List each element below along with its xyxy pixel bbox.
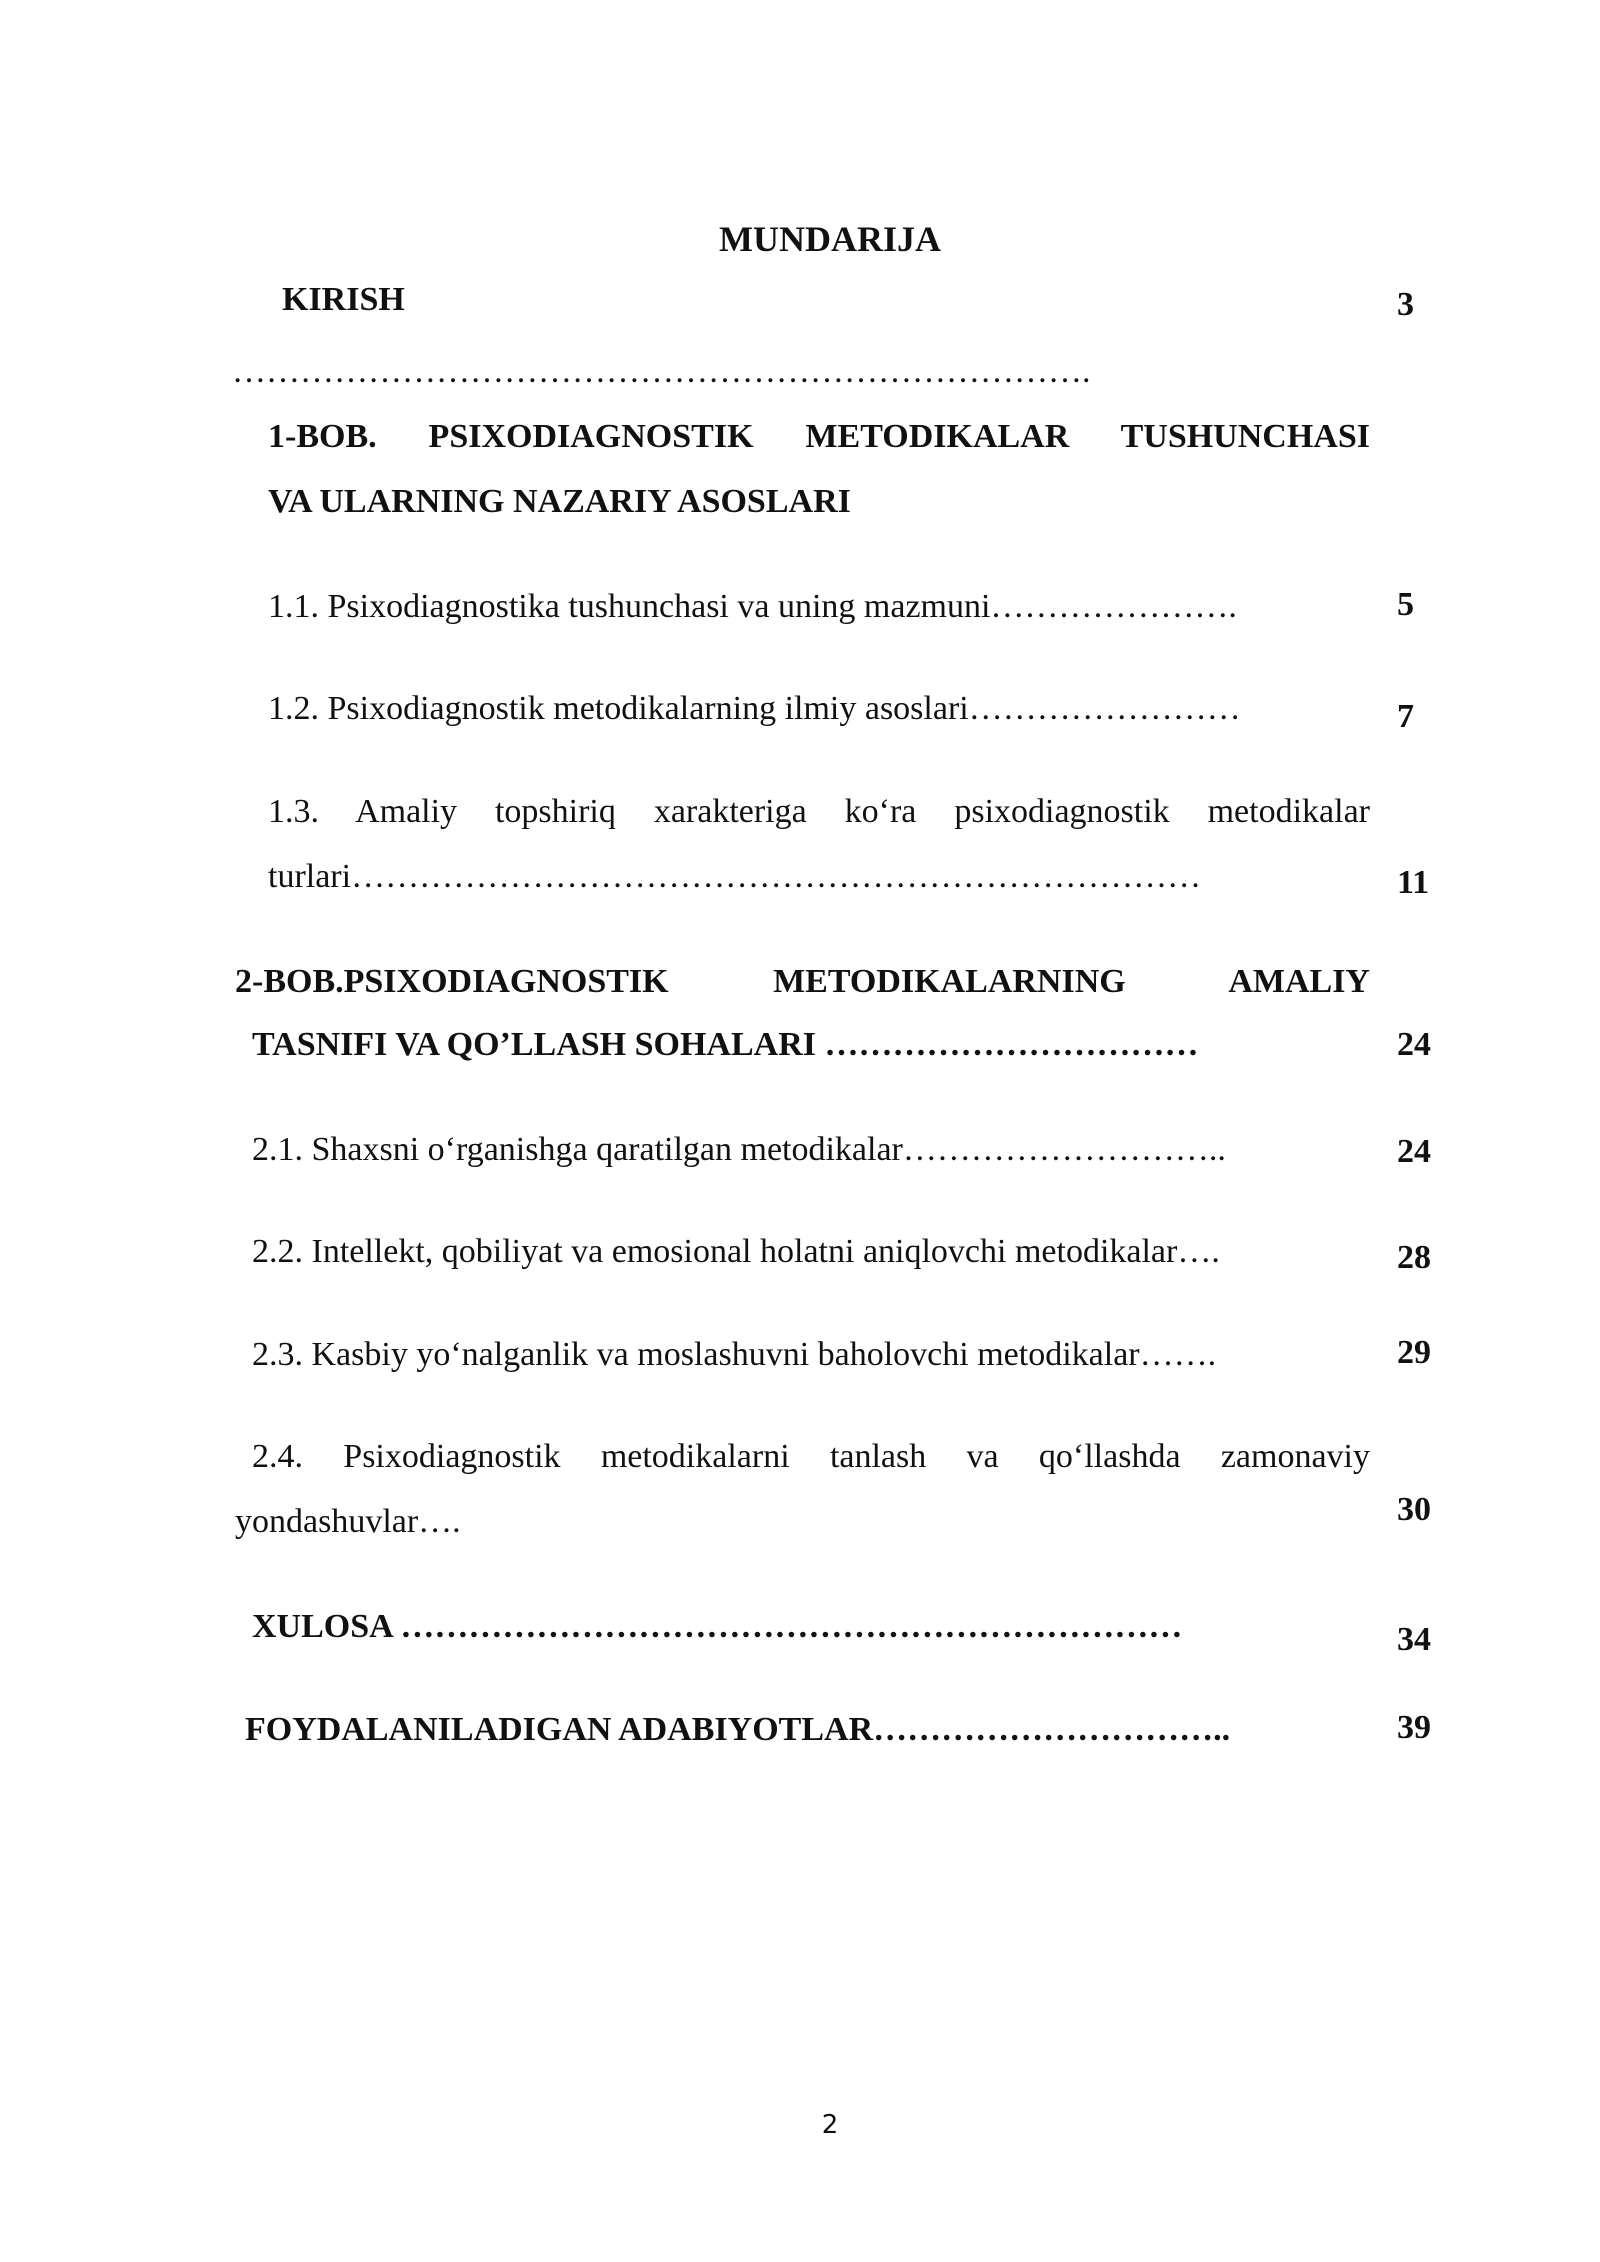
toc-page-2-1: 24: [1397, 1133, 1431, 1170]
toc-page-2-2: 28: [1397, 1239, 1431, 1276]
toc-page-1-3: 11: [1397, 864, 1430, 901]
toc-chapter-2-line2: TASNIFI VA QO’LLASH SOHALARI ……………………………: [252, 1026, 1199, 1063]
toc-page-references: 39: [1397, 1709, 1431, 1746]
toc-page-xulosa: 34: [1397, 1621, 1431, 1658]
toc-section-1-1: 1.1. Psixodiagnostika tushunchasi va uning mazmuni………………….: [268, 588, 1237, 625]
toc-page-chapter-2: 24: [1397, 1026, 1431, 1063]
toc-chapter-2-line1: 2-BOB.PSIXODIAGNOSTIK METODIKALARNING AMALIY: [235, 963, 1370, 1000]
toc-section-1-3-line1: 1.3. Amaliy topshiriq xarakteriga ko‘ra psixodiagnostik metodikalar: [268, 793, 1370, 830]
toc-entry-kirish: KIRISH: [282, 281, 405, 318]
toc-section-2-4-line1: 2.4. Psixodiagnostik metodikalarni tanlash va qo‘llashda zamonaviy: [252, 1438, 1370, 1475]
toc-dots-kirish: ………………………………………………………………….: [232, 353, 1091, 390]
toc-chapter-1-line2: VA ULARNING NAZARIY ASOSLARI: [268, 483, 851, 520]
toc-page-kirish: 3: [1397, 286, 1414, 323]
toc-section-1-2: 1.2. Psixodiagnostik metodikalarning ilmiy asoslari……………………: [268, 690, 1241, 727]
toc-section-2-1: 2.1. Shaxsni o‘rganishga qaratilgan metodikalar………………………..: [252, 1131, 1226, 1168]
toc-page-1-2: 7: [1397, 698, 1414, 735]
toc-section-1-3-line2: turlari…………………………………………………………………: [268, 858, 1202, 895]
toc-entry-xulosa: XULOSA ……………………………………………………………: [252, 1608, 1183, 1645]
toc-page-1-1: 5: [1397, 586, 1414, 623]
toc-page-2-3: 29: [1397, 1334, 1431, 1371]
toc-section-2-3: 2.3. Kasbiy yo‘nalganlik va moslashuvni baholovchi metodikalar…….: [252, 1336, 1217, 1373]
page-number: 2: [821, 2110, 839, 2140]
toc-section-2-2: 2.2. Intellekt, qobiliyat va emosional holatni aniqlovchi metodikalar….: [252, 1233, 1220, 1270]
toc-chapter-1-line1: 1-BOB. PSIXODIAGNOSTIK METODIKALAR TUSHUNCHASI: [268, 418, 1370, 455]
toc-section-2-4-line2: yondashuvlar….: [235, 1503, 461, 1540]
toc-page-2-4: 30: [1397, 1491, 1431, 1528]
toc-entry-references: FOYDALANILADIGAN ADABIYOTLAR…………………………..: [245, 1711, 1231, 1748]
page-title: MUNDARIJA: [719, 219, 941, 259]
